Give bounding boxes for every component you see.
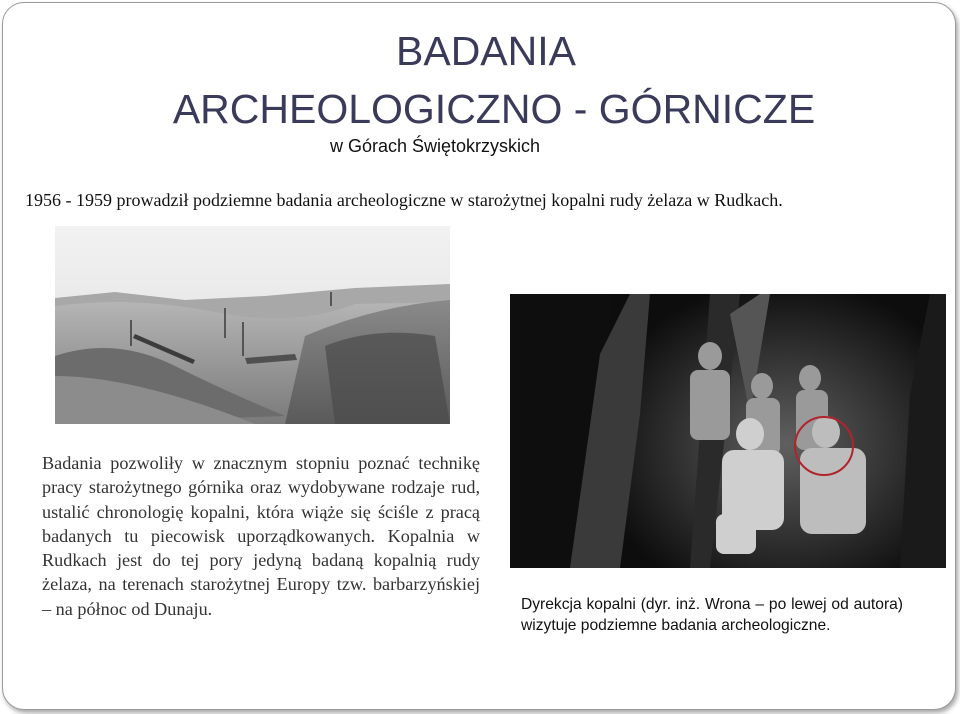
slide-subtitle: w Górach Świętokrzyskich <box>330 136 541 156</box>
intro-text: 1956 - 1959 prowadził podziemne badania archeologiczne w starożytnej kopalni rudy żelaza w Rudkach. <box>25 190 783 210</box>
slide-title-line-2: ARCHEOLOGICZNO - GÓRNICZE <box>172 86 816 132</box>
photo-caption: Dyrekcja kopalni (dyr. inż. Wrona – po lewej od autora) wizytuje podziemne badania archeologiczne. <box>521 596 903 634</box>
quarry-photo <box>55 226 450 424</box>
slide-title-line-1: BADANIA <box>396 28 576 74</box>
body-paragraph: Badania pozwoliły w znacznym stopniu poznać technikę pracy starożytnego górnika oraz wydobywane rodzaje rud, ustalić chronologię kopalni, która wiąże się ściśle z pracą badanych tu piecowisk uporządkowanych. Kopalnia w Rudkach jest do tej pory jedyną badaną kopalnią rudy żelaza, na terenach starożytnej Europy tzw. barbarzyńskiej – na północ od Dunaju. <box>42 453 480 619</box>
mine-photo <box>510 294 946 568</box>
